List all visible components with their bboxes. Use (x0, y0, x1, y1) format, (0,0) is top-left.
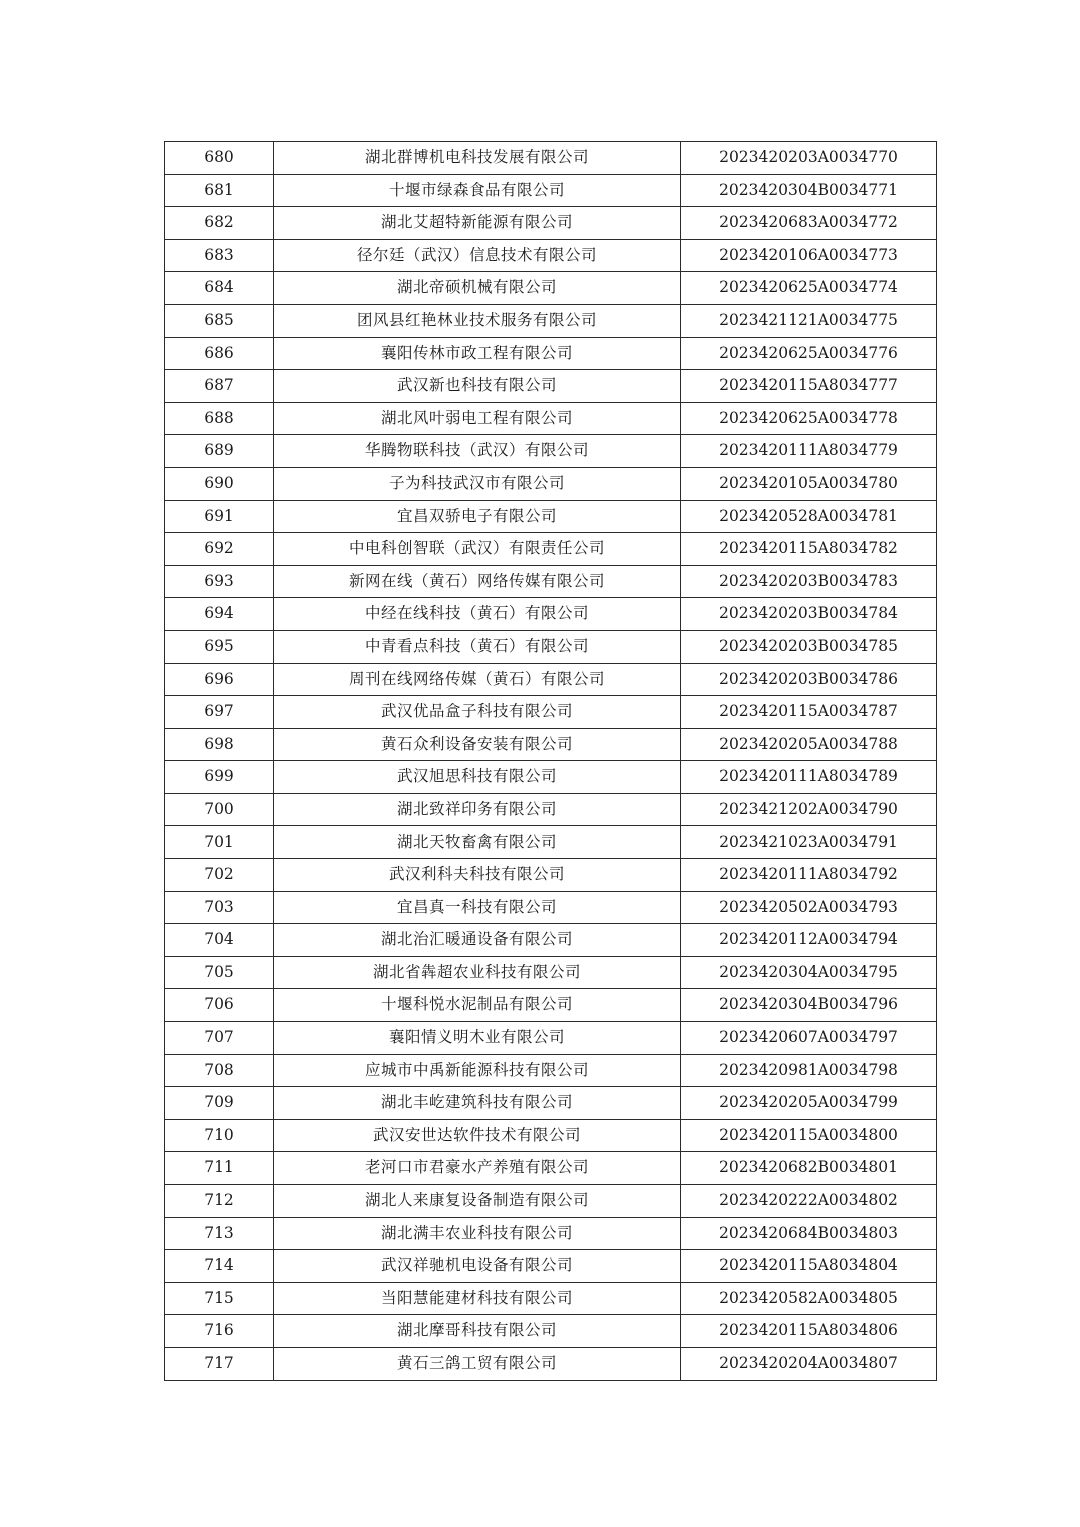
table-row (165, 1347, 937, 1380)
company-name: 中青看点科技（黄石）有限公司 (274, 630, 681, 663)
registration-code: 2023420205A0034799 (681, 1087, 937, 1120)
table-row (165, 1282, 937, 1315)
table-row (165, 1250, 937, 1283)
registration-code: 2023420625A0034774 (681, 272, 937, 305)
registration-code: 2023420115A0034787 (681, 696, 937, 729)
company-name: 黄石众利设备安装有限公司 (274, 728, 681, 761)
registration-code: 2023420304B0034771 (681, 174, 937, 207)
table-row (165, 402, 937, 435)
table-row (165, 370, 937, 403)
registration-code: 2023420203B0034784 (681, 598, 937, 631)
table-row (165, 174, 937, 207)
table-row (165, 1315, 937, 1348)
registration-code: 2023420528A0034781 (681, 500, 937, 533)
company-name: 华腾物联科技（武汉）有限公司 (274, 435, 681, 468)
row-number: 715 (165, 1282, 274, 1315)
row-number: 696 (165, 663, 274, 696)
row-number: 684 (165, 272, 274, 305)
row-number: 711 (165, 1152, 274, 1185)
row-number: 681 (165, 174, 274, 207)
registration-code: 2023420204A0034807 (681, 1347, 937, 1380)
company-name: 子为科技武汉市有限公司 (274, 467, 681, 500)
company-name: 武汉安世达软件技术有限公司 (274, 1119, 681, 1152)
registration-code: 2023420625A0034778 (681, 402, 937, 435)
row-number: 682 (165, 207, 274, 240)
company-name: 武汉利科夫科技有限公司 (274, 859, 681, 892)
row-number: 706 (165, 989, 274, 1022)
company-name: 襄阳情义明木业有限公司 (274, 1022, 681, 1055)
table-row (165, 467, 937, 500)
table-row (165, 598, 937, 631)
company-name: 应城市中禹新能源科技有限公司 (274, 1054, 681, 1087)
table-row (165, 1087, 937, 1120)
table-row (165, 1152, 937, 1185)
row-number: 698 (165, 728, 274, 761)
registration-code: 2023420222A0034802 (681, 1185, 937, 1218)
registration-code: 2023420115A8034806 (681, 1315, 937, 1348)
row-number: 704 (165, 924, 274, 957)
registration-code: 2023420684B0034803 (681, 1217, 937, 1250)
company-name: 湖北致祥印务有限公司 (274, 793, 681, 826)
company-name: 湖北风叶弱电工程有限公司 (274, 402, 681, 435)
table-row (165, 337, 937, 370)
registration-code: 2023420682B0034801 (681, 1152, 937, 1185)
company-name: 武汉旭思科技有限公司 (274, 761, 681, 794)
company-name: 中经在线科技（黄石）有限公司 (274, 598, 681, 631)
table-row (165, 565, 937, 598)
registration-code: 2023420115A8034804 (681, 1250, 937, 1283)
row-number: 708 (165, 1054, 274, 1087)
registration-code: 2023421202A0034790 (681, 793, 937, 826)
table-row (165, 696, 937, 729)
company-name: 新网在线（黄石）网络传媒有限公司 (274, 565, 681, 598)
row-number: 699 (165, 761, 274, 794)
table-row (165, 272, 937, 305)
registration-code: 2023420607A0034797 (681, 1022, 937, 1055)
company-name: 湖北天牧畜禽有限公司 (274, 826, 681, 859)
registration-code: 2023421121A0034775 (681, 304, 937, 337)
company-name: 宜昌真一科技有限公司 (274, 891, 681, 924)
company-name: 团风县红艳林业技术服务有限公司 (274, 304, 681, 337)
registration-code: 2023420205A0034788 (681, 728, 937, 761)
row-number: 716 (165, 1315, 274, 1348)
company-name: 武汉祥驰机电设备有限公司 (274, 1250, 681, 1283)
row-number: 709 (165, 1087, 274, 1120)
row-number: 693 (165, 565, 274, 598)
table-row (165, 761, 937, 794)
table-row (165, 500, 937, 533)
table-row (165, 435, 937, 468)
table-row (165, 304, 937, 337)
row-number: 714 (165, 1250, 274, 1283)
table-body (165, 142, 937, 1381)
company-name: 湖北帝硕机械有限公司 (274, 272, 681, 305)
row-number: 685 (165, 304, 274, 337)
company-name: 武汉新也科技有限公司 (274, 370, 681, 403)
company-name: 周刊在线网络传媒（黄石）有限公司 (274, 663, 681, 696)
company-name: 十堰科悦水泥制品有限公司 (274, 989, 681, 1022)
row-number: 703 (165, 891, 274, 924)
row-number: 690 (165, 467, 274, 500)
table-row (165, 891, 937, 924)
registration-code: 2023421023A0034791 (681, 826, 937, 859)
row-number: 683 (165, 239, 274, 272)
table-row (165, 826, 937, 859)
registration-code: 2023420683A0034772 (681, 207, 937, 240)
row-number: 695 (165, 630, 274, 663)
registration-code: 2023420981A0034798 (681, 1054, 937, 1087)
company-name: 径尔廷（武汉）信息技术有限公司 (274, 239, 681, 272)
table-row (165, 663, 937, 696)
table-row (165, 1217, 937, 1250)
table-row (165, 1119, 937, 1152)
table-row (165, 630, 937, 663)
registration-code: 2023420111A8034779 (681, 435, 937, 468)
row-number: 707 (165, 1022, 274, 1055)
row-number: 717 (165, 1347, 274, 1380)
company-name: 湖北摩哥科技有限公司 (274, 1315, 681, 1348)
company-name: 湖北丰屹建筑科技有限公司 (274, 1087, 681, 1120)
registration-code: 2023420111A8034792 (681, 859, 937, 892)
registration-code: 2023420112A0034794 (681, 924, 937, 957)
row-number: 697 (165, 696, 274, 729)
company-name: 宜昌双骄电子有限公司 (274, 500, 681, 533)
row-number: 710 (165, 1119, 274, 1152)
company-name: 湖北治汇暖通设备有限公司 (274, 924, 681, 957)
row-number: 692 (165, 533, 274, 566)
company-name: 武汉优品盒子科技有限公司 (274, 696, 681, 729)
row-number: 702 (165, 859, 274, 892)
company-name: 老河口市君豪水产养殖有限公司 (274, 1152, 681, 1185)
row-number: 680 (165, 142, 274, 175)
table-row (165, 793, 937, 826)
company-registry-table (164, 141, 937, 1381)
table-row (165, 924, 937, 957)
table-row (165, 239, 937, 272)
company-name: 湖北艾超特新能源有限公司 (274, 207, 681, 240)
registration-code: 2023420105A0034780 (681, 467, 937, 500)
row-number: 691 (165, 500, 274, 533)
company-name: 当阳慧能建材科技有限公司 (274, 1282, 681, 1315)
table-row (165, 859, 937, 892)
row-number: 688 (165, 402, 274, 435)
registration-code: 2023420582A0034805 (681, 1282, 937, 1315)
table-row (165, 1054, 937, 1087)
row-number: 701 (165, 826, 274, 859)
table-row (165, 989, 937, 1022)
registration-code: 2023420203B0034785 (681, 630, 937, 663)
table-row (165, 956, 937, 989)
company-name: 襄阳传林市政工程有限公司 (274, 337, 681, 370)
row-number: 712 (165, 1185, 274, 1218)
row-number: 705 (165, 956, 274, 989)
company-name: 湖北省犇超农业科技有限公司 (274, 956, 681, 989)
registration-code: 2023420304A0034795 (681, 956, 937, 989)
table-row (165, 142, 937, 175)
registration-code: 2023420203B0034786 (681, 663, 937, 696)
registration-code: 2023420304B0034796 (681, 989, 937, 1022)
company-name: 湖北满丰农业科技有限公司 (274, 1217, 681, 1250)
table-row (165, 728, 937, 761)
company-name: 中电科创智联（武汉）有限责任公司 (274, 533, 681, 566)
registration-code: 2023420115A8034777 (681, 370, 937, 403)
row-number: 694 (165, 598, 274, 631)
company-name: 黄石三鸽工贸有限公司 (274, 1347, 681, 1380)
registration-code: 2023420115A8034782 (681, 533, 937, 566)
table-row (165, 533, 937, 566)
row-number: 686 (165, 337, 274, 370)
table-row (165, 1022, 937, 1055)
company-name: 十堰市绿森食品有限公司 (274, 174, 681, 207)
row-number: 689 (165, 435, 274, 468)
registration-code: 2023420625A0034776 (681, 337, 937, 370)
registration-code: 2023420203A0034770 (681, 142, 937, 175)
registration-code: 2023420106A0034773 (681, 239, 937, 272)
registration-code: 2023420115A0034800 (681, 1119, 937, 1152)
company-name: 湖北人来康复设备制造有限公司 (274, 1185, 681, 1218)
row-number: 713 (165, 1217, 274, 1250)
row-number: 700 (165, 793, 274, 826)
row-number: 687 (165, 370, 274, 403)
registration-code: 2023420203B0034783 (681, 565, 937, 598)
registration-code: 2023420111A8034789 (681, 761, 937, 794)
registration-code: 2023420502A0034793 (681, 891, 937, 924)
table-row (165, 207, 937, 240)
company-name: 湖北群博机电科技发展有限公司 (274, 142, 681, 175)
table-row (165, 1185, 937, 1218)
